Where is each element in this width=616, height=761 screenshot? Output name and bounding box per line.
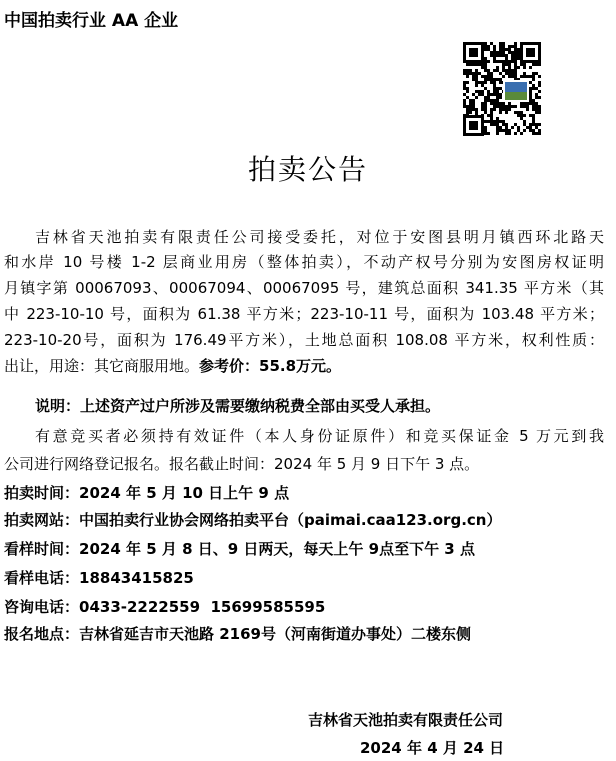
paragraph-line: 吉林省天池拍卖有限责任公司接受委托，对位于安图县明月镇西环北路天	[35, 228, 604, 246]
header-title: 中国拍卖行业 AA 企业	[4, 11, 179, 31]
signature-date: 2024 年 4 月 24 日	[360, 739, 505, 757]
detail-viewing-time	[4, 539, 604, 559]
paragraph-line: 月镇字第 00067093、00067094、00067095 号，建筑总面积 341.35 平方米（其	[4, 279, 604, 297]
detail-value: 中国拍卖行业协会网络拍卖平台（paimai.caa123.org.cn）	[79, 511, 502, 529]
paragraph-text: 出让，用途：其它商服用地。	[4, 357, 200, 375]
paragraph-line: 和水岸 10 号楼 1-2 层商业用房（整体拍卖），不动产权号分别为安图房权证明	[4, 253, 604, 271]
detail-auction-website	[4, 510, 604, 530]
detail-value: 18843415825	[79, 569, 194, 587]
detail-value: 2024 年 5 月 8 日、9 日两天，每天上午 9点至下午 3 点	[79, 540, 475, 558]
paragraph-line: 中 223-10-10 号，面积为 61.38 平方米；223-10-11 号，面积为 103.48 平方米；	[4, 305, 604, 323]
paragraph-line: 223-10-20号，面积为 176.49平方米），土地总面积 108.08 平方米，权利性质：	[4, 331, 604, 349]
note: 说明：上述资产过户所涉及需要缴纳税费全部由买受人承担。	[35, 397, 441, 415]
detail-label: 报名地点：	[4, 625, 80, 643]
detail-label: 看样时间：	[4, 540, 80, 558]
detail-label: 看样电话：	[4, 569, 80, 587]
detail-value: 2024 年 5 月 10 日上午 9 点	[79, 484, 290, 502]
paragraph-line-last	[4, 356, 604, 376]
detail-label: 咨询电话：	[4, 598, 80, 616]
detail-label: 拍卖时间：	[4, 484, 80, 502]
detail-label: 拍卖网站：	[4, 511, 80, 529]
signature-company: 吉林省天池拍卖有限责任公司	[308, 711, 504, 729]
detail-inquiry-phone	[4, 597, 604, 617]
reference-price: 参考价：55.8万元。	[199, 357, 342, 375]
detail-viewing-phone	[4, 568, 604, 588]
detail-value: 吉林省延吉市天池路 2169号（河南街道办事处）二楼东侧	[79, 625, 471, 643]
registration-line: 公司进行网络登记报名。报名截止时间：2024 年 5 月 9 日下午 3 点。	[4, 455, 480, 473]
detail-value: 0433-2222559 15699585595	[79, 598, 326, 616]
detail-registration-location	[4, 624, 604, 644]
registration-line: 有意竞买者必须持有效证件（本人身份证原件）和竞买保证金 5 万元到我	[35, 427, 604, 445]
page-title: 拍卖公告	[247, 153, 368, 186]
qr-code-icon	[463, 42, 541, 136]
detail-auction-time	[4, 483, 604, 503]
